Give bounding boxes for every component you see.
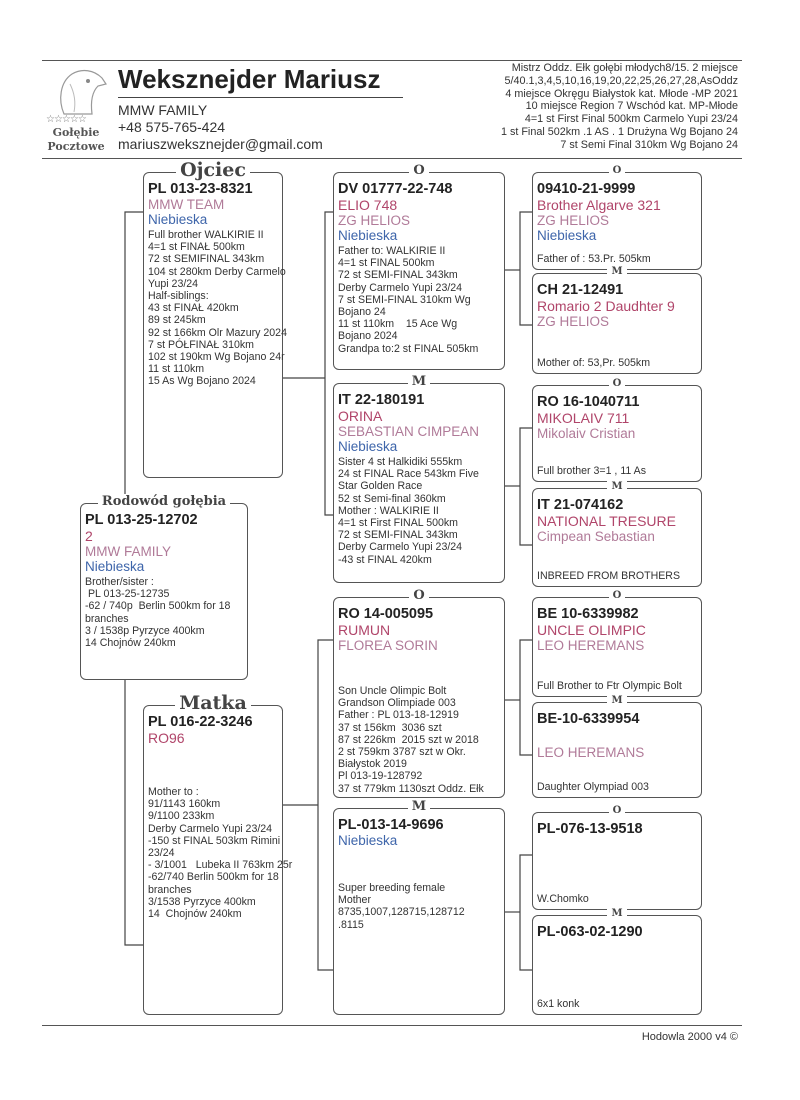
plumage-color: Niebieska	[537, 228, 597, 243]
box-label	[334, 163, 504, 178]
pigeon-name: ORINA	[338, 408, 383, 424]
box-label-text: O	[609, 590, 626, 601]
note-line: 92 st 166km Olr Mazury 2024	[148, 326, 287, 339]
pigeon-name: ELIO 748	[338, 197, 398, 213]
note-line: W.Chomko	[537, 892, 589, 905]
pedigree-box	[333, 799, 505, 1015]
note-line: 4=1 st First FINAL 500km	[338, 517, 459, 530]
connector-line	[520, 428, 532, 545]
pigeon-name: Romario 2 Daudhter 9	[537, 298, 675, 314]
note-line: 102 st 190km Wg Bojano 24r	[148, 351, 285, 364]
box-label	[533, 695, 701, 706]
pigeon-name: Brother Algarve 321	[537, 197, 661, 213]
note-line: Mother to :	[148, 786, 199, 798]
plumage-color: Niebieska	[85, 559, 145, 574]
box-label-text: Rodowód gołębia	[98, 494, 230, 509]
pigeon-name: RO96	[148, 730, 185, 746]
ring-number: RO 14-005095	[338, 606, 434, 622]
note-line: 72 st SEMIFINAL 343km	[148, 253, 265, 266]
achievement-line: 10 miejsce Region 7 Wschód kat. MP-Młode	[525, 100, 738, 113]
plumage-color: Niebieska	[338, 228, 398, 243]
footer-rule	[42, 1025, 742, 1026]
breeder: LEO HEREMANS	[537, 638, 645, 653]
logo-text-1: Gołębie	[52, 126, 100, 139]
ring-number: CH 21-12491	[537, 282, 624, 298]
note-line: 37 st 779km 1130szt Oddz. Ełk	[338, 782, 484, 795]
pedigree-box	[532, 481, 702, 587]
phone: +48 575-765-424	[118, 119, 226, 135]
breeder: SEBASTIAN CIMPEAN	[338, 424, 480, 439]
notes	[537, 253, 651, 265]
pedigree-box	[333, 588, 505, 798]
box-label	[334, 374, 504, 389]
owner-name: Weksznejder Mariusz	[118, 64, 403, 98]
note-line: -150 st FINAL 503km Rimini	[148, 834, 281, 847]
note-line: - 3/1001 Lubeka II 763km 25r	[148, 859, 293, 872]
notes	[537, 781, 649, 793]
note-line: Full Brother to Ftr Olympic Bolt	[537, 679, 682, 692]
pedigree-box	[532, 805, 702, 910]
footer-software: Hodowla 2000 v4 ©	[641, 1031, 738, 1043]
ring-number: PL 013-23-8321	[148, 181, 253, 197]
box-label-text: Matka	[175, 692, 251, 714]
breeder: MMW TEAM	[148, 197, 225, 212]
ring-number: PL 013-25-12702	[85, 512, 198, 528]
pedigree-box	[532, 695, 702, 798]
box-label-text: O	[409, 163, 428, 178]
email: mariuszweksznejder@gmail.com	[118, 136, 323, 152]
box-label	[533, 908, 701, 919]
ring-number: DV 01777-22-748	[338, 181, 453, 197]
note-line: 72 st SEMI-FINAL 343km	[338, 269, 458, 282]
notes	[537, 465, 646, 477]
note-line: Star Golden Race	[338, 480, 423, 493]
box-label	[334, 799, 504, 814]
ring-number: PL 016-22-3246	[148, 714, 253, 730]
connector-line	[318, 640, 333, 970]
box-label-text: O	[609, 165, 626, 176]
box-label-text: M	[408, 374, 430, 389]
note-line: 4=1 st FINAŁ 500km	[148, 241, 245, 254]
note-line: 14 Chojnów 240km	[148, 908, 242, 921]
ring-number: BE 10-6339982	[537, 606, 639, 622]
note-line: branches	[85, 612, 129, 625]
note-line: Bojano 2024	[338, 330, 398, 343]
box-label	[533, 805, 701, 816]
note-line: Father to: WALKIRIE II	[338, 245, 446, 257]
notes	[537, 680, 682, 692]
note-line: PL 013-25-12735	[85, 588, 170, 601]
ring-number: RO 16-1040711	[537, 394, 640, 410]
note-line: Son Uncle Olimpic Bolt	[338, 685, 447, 697]
pedigree-box	[333, 163, 505, 370]
notes	[537, 357, 650, 369]
plumage-color: Niebieska	[148, 212, 208, 227]
achievement-line: 5/40.1,3,4,5,10,16,19,20,22,25,26,27,28,AsOddz	[504, 74, 738, 87]
note-line: Derby Carmelo Yupi 23/24	[338, 281, 463, 294]
note-line: Grandson Olimpiade 003	[338, 697, 456, 710]
box-label-text: O	[609, 805, 626, 816]
note-line: INBREED FROM BROTHERS	[537, 569, 681, 582]
note-line: 52 st Semi-final 360km	[338, 492, 446, 505]
breeder: ZG HELIOS	[537, 314, 610, 329]
breeder: MMW FAMILY	[85, 544, 171, 559]
ring-number: PL-013-14-9696	[338, 817, 444, 833]
box-label	[144, 692, 282, 714]
box-label-text: O	[409, 588, 428, 603]
box-label-text: M	[607, 695, 626, 706]
logo-stars: ☆☆☆☆☆	[46, 114, 86, 125]
box-label	[81, 494, 247, 509]
pigeon-name: RUMUN	[338, 622, 391, 638]
breeder: FLOREA SORIN	[338, 638, 438, 653]
note-line: 14 Chojnów 240km	[85, 637, 176, 650]
note-line: 6x1 konk	[537, 997, 580, 1010]
notes	[338, 685, 500, 795]
note-line: -43 st FINAL 420km	[338, 553, 432, 566]
pedigree-box	[532, 165, 702, 270]
note-line: 89 st 245km	[148, 314, 206, 327]
box-label	[533, 378, 701, 389]
pigeon-name: NATIONAL TRESURE	[537, 513, 676, 529]
note-line: 91/1143 160km	[148, 798, 221, 811]
connector-line	[520, 855, 532, 970]
achievement-line: 1 st Final 502km .1 AS . 1 Drużyna Wg Bojano 24	[500, 125, 738, 138]
spacer	[338, 848, 500, 880]
note-line: 9/1100 233km	[148, 810, 215, 823]
note-line: 24 st FINAL Race 543km Five	[338, 468, 479, 481]
notes	[338, 882, 500, 931]
pedigree-box	[143, 159, 287, 478]
note-line: Full brother WALKIRIE II	[148, 229, 264, 241]
note-line: Pl 013-19-128792	[338, 770, 423, 783]
note-line: 43 st FINAŁ 420km	[148, 302, 239, 315]
note-line: Derby Carmelo Yupi 23/24	[148, 822, 273, 835]
pedigree-box	[143, 692, 293, 1015]
pedigree-box	[532, 378, 702, 482]
pigeon-name: MIKOLAIV 711	[537, 410, 630, 426]
ring-number: PL-063-02-1290	[537, 924, 643, 940]
note-line: Brother/sister :	[85, 576, 154, 588]
note-line: -62/740 Berlin 500km for 18	[148, 871, 279, 884]
note-line: .8115	[338, 918, 364, 931]
note-line: 72 st SEMI-FINAL 343km	[338, 529, 458, 542]
box-label-text: M	[607, 266, 626, 277]
notes	[537, 570, 680, 582]
ring-number: 09410-21-9999	[537, 181, 636, 197]
breeder: ZG HELIOS	[338, 213, 411, 228]
box-label-text: M	[607, 481, 626, 492]
note-line: Full brother 3=1 , 11 As	[537, 464, 647, 477]
breeder: LEO HEREMANS	[537, 745, 645, 760]
pedigree-box	[532, 590, 702, 697]
notes	[148, 229, 287, 388]
pigeon-name: 2	[85, 528, 93, 544]
note-line: Mother of: 53,Pr. 505km	[537, 356, 651, 369]
ring-number: IT 21-074162	[537, 497, 624, 513]
achievement-line: 4=1 st First Final 500km Carmelo Yupi 23/24	[524, 113, 738, 126]
note-line: Yupi 23/24	[148, 277, 199, 290]
breeder: Mikolaiv Cristian	[537, 426, 636, 441]
achievement-line: Mistrz Oddz. Ełk gołębi młodych8/15. 2 miejsce	[511, 62, 738, 74]
box-label	[533, 165, 701, 176]
notes	[537, 893, 589, 905]
note-line: 7 st PÓŁFINAŁ 310km	[148, 338, 254, 351]
box-label	[144, 159, 282, 181]
note-line: 15 As Wg Bojano 2024	[148, 375, 256, 388]
note-line: 3 / 1538p Pyrzyce 400km	[85, 624, 205, 637]
connector-line	[125, 680, 143, 945]
note-line: Father of : 53.Pr. 505km	[537, 252, 651, 265]
note-line: Derby Carmelo Yupi 23/24	[338, 541, 463, 554]
note-line: Bojano 24	[338, 306, 386, 319]
achievement-line: 7 st Semi Final 310km Wg Bojano 24	[560, 138, 738, 151]
note-line: Mother : WALKIRIE II	[338, 504, 439, 517]
connector-line	[125, 212, 143, 503]
note-line: Białystok 2019	[338, 758, 407, 771]
notes	[338, 456, 500, 566]
note-line: Father : PL 013-18-12919	[338, 709, 459, 722]
note-line: Grandpa to:2 st FINAL 505km	[338, 342, 479, 355]
ring-number: IT 22-180191	[338, 392, 425, 408]
loft-name: MMW FAMILY	[118, 102, 208, 118]
note-line: 37 st 156km 3036 szt	[338, 721, 442, 734]
pedigree-box	[532, 266, 702, 374]
note-line: 23/24	[148, 847, 175, 860]
spacer	[338, 653, 500, 683]
note-line: Mother	[338, 894, 371, 907]
note-line: Sister 4 st Halkidiki 555km	[338, 456, 463, 468]
notes	[85, 576, 243, 649]
box-label	[533, 266, 701, 277]
note-line: Half-siblings:	[148, 290, 209, 303]
box-label-text: Ojciec	[176, 159, 250, 181]
connector-line	[520, 640, 532, 755]
note-line: 11 st 110km	[148, 363, 205, 376]
box-label-text: M	[607, 908, 626, 919]
note-line: 7 st SEMI-FINAL 310km Wg	[338, 293, 471, 306]
note-line: 8735,1007,128715,128712	[338, 906, 465, 919]
pedigree-box	[333, 374, 505, 583]
notes	[338, 245, 500, 355]
note-line: 2 st 759km 3787 szt w Okr.	[338, 746, 466, 759]
note-line: 4=1 st FINAL 500km	[338, 257, 435, 270]
ring-number: PL-076-13-9518	[537, 821, 643, 837]
note-line: 11 st 110km 15 Ace Wg	[338, 318, 458, 331]
note-line: Daughter Olympiad 003	[537, 780, 649, 793]
note-line: 104 st 280km Derby Carmelo	[148, 265, 286, 278]
note-line: branches	[148, 883, 192, 896]
box-label-text: O	[609, 378, 626, 389]
note-line: Super breeding female	[338, 882, 446, 894]
box-label	[334, 588, 504, 603]
spacer	[148, 746, 278, 784]
breeder: ZG HELIOS	[537, 213, 610, 228]
plumage-color: Niebieska	[338, 439, 398, 454]
pigeon-name: UNCLE OLIMPIC	[537, 622, 646, 638]
logo-text-2: Pocztowe	[47, 140, 105, 153]
notes	[537, 998, 579, 1010]
note-line: -62 / 740p Berlin 500km for 18	[85, 600, 231, 613]
box-label	[533, 590, 701, 601]
pedigree-box	[532, 908, 702, 1015]
pedigree-box	[80, 494, 248, 680]
box-label	[533, 481, 701, 492]
notes	[148, 786, 293, 921]
connector-line	[325, 212, 333, 515]
ring-number: BE-10-6339954	[537, 711, 640, 727]
plumage-color: Niebieska	[338, 833, 398, 848]
box-label-text: M	[408, 799, 430, 814]
breeder: Cimpean Sebastian	[537, 529, 655, 544]
achievement-line: 4 miejsce Okręgu Białystok kat. Młode -MP 2021	[505, 87, 738, 100]
note-line: 87 st 226km 2015 szt w 2018	[338, 733, 479, 746]
note-line: 3/1538 Pyrzyce 400km	[148, 895, 256, 908]
connector-line	[520, 212, 532, 325]
